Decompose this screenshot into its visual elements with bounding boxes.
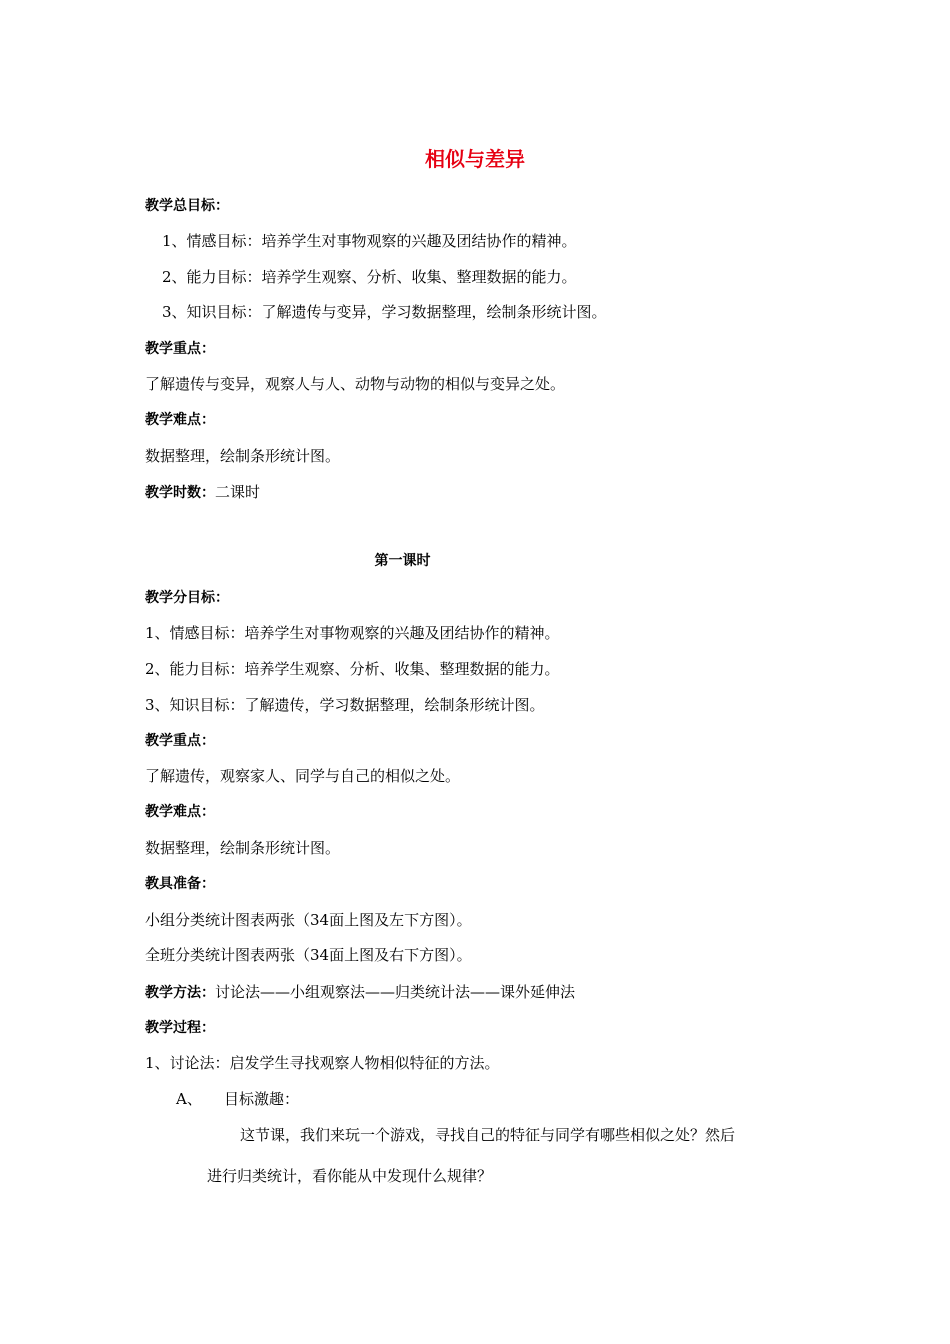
lesson1-goals-heading: 教学分目标： [145, 590, 229, 606]
lesson1-method-heading: 教学方法： [145, 985, 215, 1001]
lesson1-difficulty-text: 数据整理，绘制条形统计图。 [145, 839, 341, 857]
overview-goals-heading: 教学总目标： [145, 198, 229, 214]
lesson1-title: 第一课时 [374, 553, 431, 569]
lesson1-focus-heading: 教学重点： [145, 733, 215, 749]
overview-goal-2: 2、能力目标：培养学生观察、分析、收集、整理数据的能力。 [162, 268, 577, 286]
step-a-marker: A、 [176, 1090, 202, 1108]
overview-hours [145, 482, 260, 503]
lesson1-goal-1: 1、情感目标：培养学生对事物观察的兴趣及团结协作的精神。 [145, 624, 560, 642]
overview-difficulty-heading: 教学难点： [145, 412, 215, 428]
lesson1-method [145, 982, 575, 1003]
step-a-paragraph-line-1: 这节课，我们来玩一个游戏，寻找自己的特征与同学有哪些相似之处？然后 [240, 1126, 736, 1144]
lesson1-process-step-1: 1、讨论法：启发学生寻找观察人物相似特征的方法。 [145, 1054, 500, 1072]
lesson1-tools-heading: 教具准备： [145, 876, 215, 892]
lesson1-goal-3: 3、知识目标：了解遗传，学习数据整理，绘制条形统计图。 [145, 696, 545, 714]
step-a-paragraph-line-2: 进行归类统计，看你能从中发现什么规律？ [207, 1167, 493, 1185]
document-title: 相似与差异 [425, 147, 525, 171]
lesson1-tool-1: 小组分类统计图表两张（34面上图及左下方图）。 [145, 911, 472, 929]
overview-hours-value: 二课时 [215, 483, 261, 501]
lesson1-method-value: 讨论法——小组观察法——归类统计法——课外延伸法 [215, 983, 576, 1001]
lesson1-focus-text: 了解遗传，观察家人、同学与自己的相似之处。 [145, 767, 461, 785]
overview-goal-1: 1、情感目标：培养学生对事物观察的兴趣及团结协作的精神。 [162, 232, 577, 250]
overview-hours-heading: 教学时数： [145, 485, 215, 501]
overview-focus-heading: 教学重点： [145, 341, 215, 357]
step-a-title: 目标激趣： [224, 1090, 300, 1108]
lesson1-tool-2: 全班分类统计图表两张（34面上图及右下方图）。 [145, 946, 472, 964]
lesson1-goal-2: 2、能力目标：培养学生观察、分析、收集、整理数据的能力。 [145, 660, 560, 678]
overview-goal-3: 3、知识目标：了解遗传与变异，学习数据整理，绘制条形统计图。 [162, 303, 607, 321]
overview-focus-text: 了解遗传与变异，观察人与人、动物与动物的相似与变异之处。 [145, 375, 566, 393]
lesson1-difficulty-heading: 教学难点： [145, 804, 215, 820]
overview-difficulty-text: 数据整理，绘制条形统计图。 [145, 447, 341, 465]
lesson1-process-heading: 教学过程： [145, 1020, 215, 1036]
